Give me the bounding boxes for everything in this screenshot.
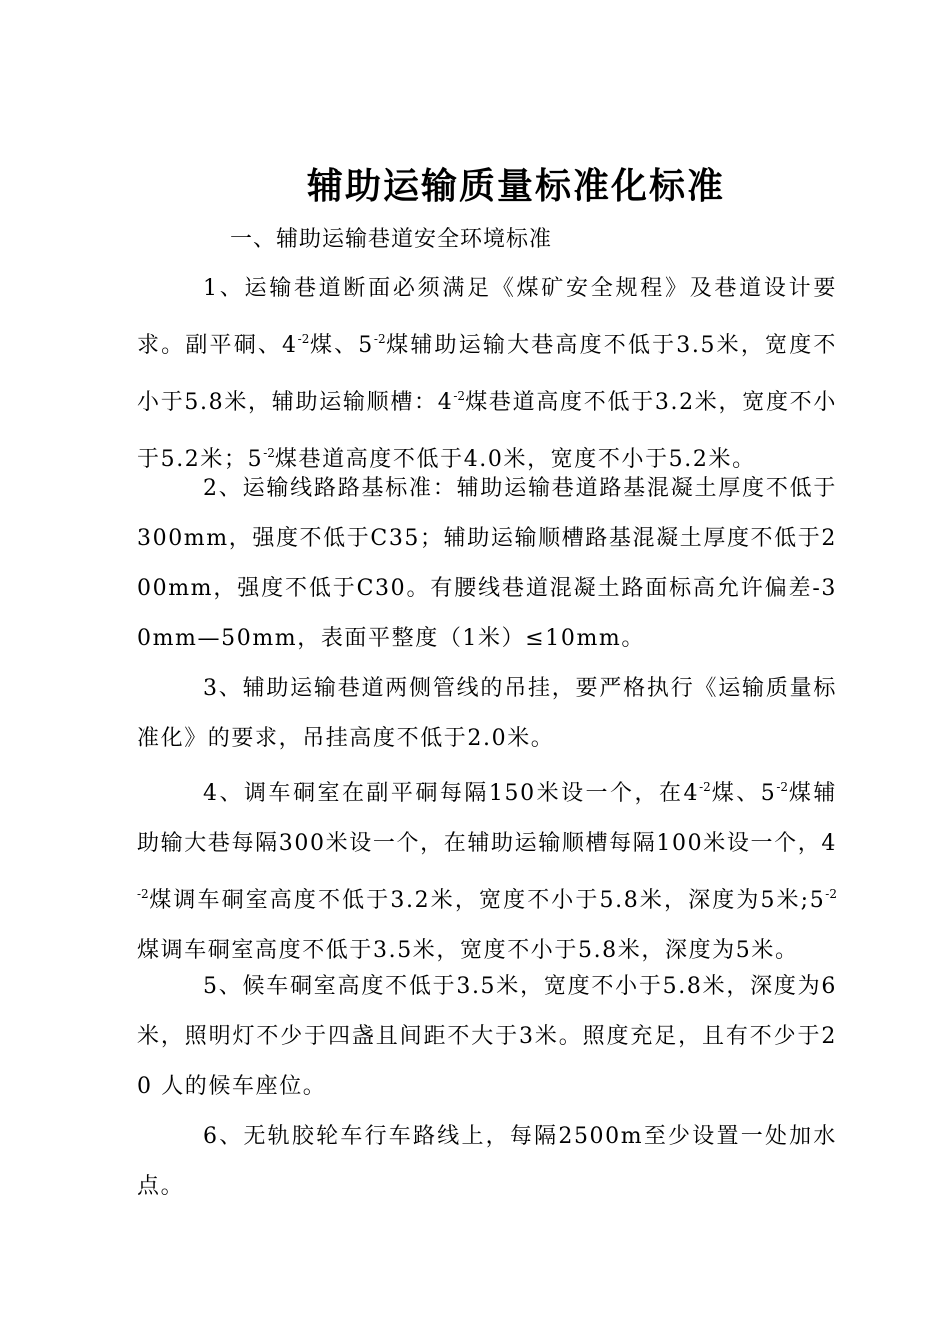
superscript: -2 xyxy=(263,446,275,460)
superscript: -2 xyxy=(137,887,149,901)
paragraph-1-text: 煤、5 xyxy=(309,333,374,358)
document-title: 辅助运输质量标准化标准 xyxy=(306,166,725,207)
section-heading: 一、辅助运输巷道安全环境标准 xyxy=(230,227,553,252)
paragraph-4 xyxy=(137,762,837,976)
superscript: -2 xyxy=(825,887,837,901)
paragraph-4-text: 煤、5 xyxy=(710,781,777,806)
paragraph-5: 5、候车硐室高度不低于3.5米，宽度不小于5.8米，深度为6米，照明灯不少于四盏且间距不大于3米。照度充足，且有不少于20 人的候车座位。 xyxy=(137,974,837,1099)
paragraph-4-text: 煤调车硐室高度不低于3.5米，宽度不小于5.8米，深度为5米。 xyxy=(137,938,799,963)
superscript: -2 xyxy=(373,332,386,346)
paragraph-6: 6、无轨胶轮车行车路线上，每隔2500m至少设置一处加水点。 xyxy=(137,1124,837,1199)
paragraph-4-text: 4、调车硐室在副平硐每隔150米设一个，在4 xyxy=(203,781,700,806)
paragraph-3: 3、辅助运输巷道两侧管线的吊挂，要严格执行《运输质量标准化》的要求，吊挂高度不低于2.0米。 xyxy=(137,676,837,751)
paragraph-1-text: 煤巷道高度不低于4.0米，宽度不小于5.2米。 xyxy=(274,447,756,472)
paragraph-1 xyxy=(137,264,837,485)
paragraph-1-text: 煤辅助运输大巷高度不低于3.5米，宽度不小于5.8米，辅助运输顺槽：4 xyxy=(137,333,837,415)
superscript: -2 xyxy=(776,780,789,794)
paragraph-1-text: 1、运输巷道断面必须满足《煤矿安全规程》及巷道设计要求。副平硐、4 xyxy=(137,276,837,358)
superscript: -2 xyxy=(699,780,711,794)
paragraph-1-text: 煤巷道高度不低于3.2米，宽度不小于5.2米；5 xyxy=(137,390,837,472)
superscript: -2 xyxy=(297,332,310,346)
superscript: -2 xyxy=(453,389,466,403)
paragraph-2: 2、运输线路路基标准：辅助运输巷道路基混凝土厚度不低于300mm，强度不低于C35；辅助运输顺槽路基混凝土厚度不低于200mm，强度不低于C30。有腰线巷道混凝土路面标高允许偏差-30mm—50mm，表面平整度（1米）≤10mm。 xyxy=(137,476,837,651)
paragraph-4-text: 煤辅助输大巷每隔300米设一个，在辅助运输顺槽每隔100米设一个，4 xyxy=(137,781,837,856)
paragraph-4-text: 煤调车硐室高度不低于3.2米，宽度不小于5.8米，深度为5米;5 xyxy=(148,888,826,913)
